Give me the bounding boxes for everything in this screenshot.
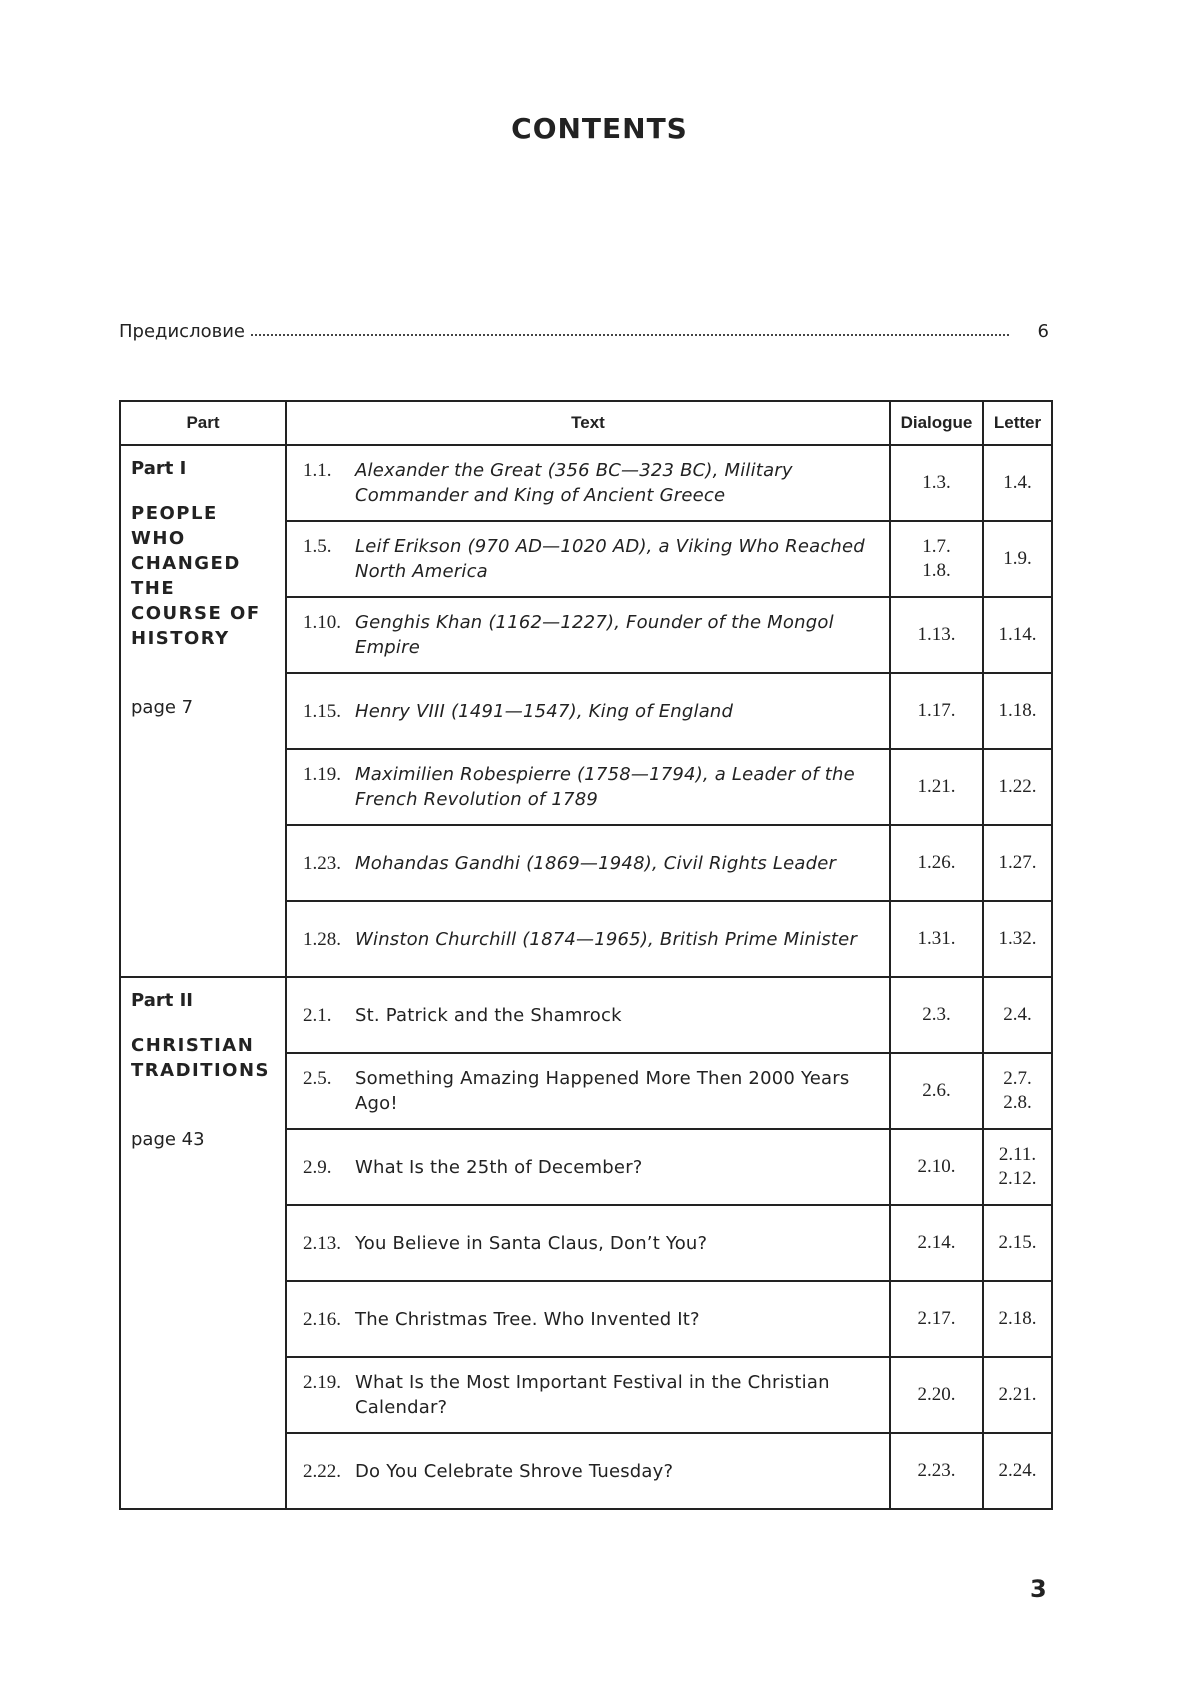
entry-line [303,610,879,660]
dialogue-cell [890,1053,983,1129]
dialogue-number: 2.23. [917,1460,956,1481]
entry-title: Leif Erikson (970 AD—1020 AD), a Viking Who Reached North America [355,536,865,582]
entry-number: 2.13. [303,1232,341,1254]
contents-table [119,400,1053,1510]
entry-number: 2.19. [303,1372,341,1393]
entry-line [303,1370,879,1420]
entry-number: 1.10. [303,612,341,633]
letter-number: 2.18. [998,1308,1037,1329]
entry-title: Alexander the Great (356 BC—323 BC), Military Commander and King of Ancient Greece [355,460,793,506]
dialogue-number: 1.26. [917,852,956,873]
letter-cell [983,749,1052,825]
letter-number: 1.18. [998,700,1037,721]
letter-number: 2.21. [998,1384,1037,1405]
dialogue-number: 2.6. [922,1080,951,1101]
entry-cell [286,1053,890,1129]
dialogue-number: 1.13. [917,624,956,645]
dialogue-cell [890,749,983,825]
entry-line [303,927,879,952]
letter-cell [983,977,1052,1053]
entry-cell [286,1433,890,1509]
entry-title: Winston Churchill (1874—1965), British Prime Minister [355,928,858,950]
header-part: Part [120,401,286,445]
letter-number: 1.32. [998,928,1037,949]
entry-line [303,458,879,508]
header-dialogue: Dialogue [890,401,983,445]
letter-number: 1.9. [1003,548,1032,569]
dialogue-number: 2.10. [917,1156,956,1177]
header-letter: Letter [983,401,1052,445]
letter-cell [983,445,1052,521]
page-title: CONTENTS [511,112,688,145]
entry-cell [286,673,890,749]
dialogue-cell [890,673,983,749]
entry-title: St. Patrick and the Shamrock [355,1004,622,1026]
dialogue-cell [890,1205,983,1281]
dialogue-cell [890,977,983,1053]
dialogue-number: 1.21. [917,776,956,797]
letter-cell [983,1129,1052,1205]
table-header-row [120,401,1052,445]
letter-number: 1.14. [998,624,1037,645]
letter-cell [983,521,1052,597]
entry-title: You Believe in Santa Claus, Don’t You? [355,1232,708,1254]
entry-title: Maximilien Robespierre (1758—1794), a Leader of the French Revolution of 1789 [355,764,855,810]
entry-title: What Is the Most Important Festival in the Christian Calendar? [355,1372,830,1418]
entry-title: The Christmas Tree. Who Invented It? [355,1308,700,1330]
entry-title: Henry VIII (1491—1547), King of England [355,700,734,722]
entry-title: What Is the 25th of December? [355,1156,643,1178]
dialogue-number: 1.7. 1.8. [922,536,951,581]
letter-cell [983,1205,1052,1281]
letter-cell [983,1281,1052,1357]
entry-cell [286,597,890,673]
entry-line [303,1459,879,1484]
entry-number: 2.5. [303,1068,332,1089]
preface-label: Предисловие [119,321,245,342]
letter-cell [983,1357,1052,1433]
dialogue-cell [890,521,983,597]
entry-line [303,534,879,584]
entry-line [303,1066,879,1116]
entry-line [303,851,879,876]
dialogue-cell [890,825,983,901]
dialogue-cell [890,597,983,673]
letter-number: 2.24. [998,1460,1037,1481]
entry-cell [286,445,890,521]
preface-line [119,312,1049,342]
entry-cell [286,977,890,1053]
entry-number: 1.19. [303,764,341,785]
part-start-page: page 7 [131,697,194,718]
entry-number: 1.5. [303,536,332,557]
part-subtitle: CHRISTIAN TRADITIONS [131,1035,271,1081]
dialogue-number: 2.17. [917,1308,956,1329]
dialogue-cell [890,901,983,977]
part-start-page: page 43 [131,1129,205,1150]
entry-cell [286,1129,890,1205]
dialogue-number: 2.20. [917,1384,956,1405]
letter-cell [983,825,1052,901]
dialogue-number: 2.14. [917,1232,956,1253]
part-subtitle: PEOPLE WHO CHANGED THE COURSE OF HISTORY [131,503,261,649]
entry-cell [286,521,890,597]
page-number: 3 [1030,1575,1047,1603]
entry-title: Mohandas Gandhi (1869—1948), Civil Rights Leader [355,852,837,874]
entry-number: 1.28. [303,928,341,950]
entry-line [303,1155,879,1180]
part-label: Part II [131,990,193,1011]
part-cell [120,977,286,1509]
preface-page: 6 [1037,321,1049,342]
entry-number: 1.1. [303,460,332,481]
entry-title: Do You Celebrate Shrove Tuesday? [355,1460,674,1482]
letter-number: 2.4. [1003,1004,1032,1025]
dialogue-number: 1.17. [917,700,956,721]
entry-line [303,1003,879,1028]
dialogue-number: 1.31. [917,928,956,949]
entry-line [303,1231,879,1256]
entry-line [303,1307,879,1332]
dialogue-cell [890,1129,983,1205]
table-body [120,445,1052,1509]
entry-title: Something Amazing Happened More Then 2000 Years Ago! [355,1068,850,1114]
entry-number: 1.23. [303,852,341,874]
entry-cell [286,825,890,901]
entry-number: 2.22. [303,1460,341,1482]
entry-number: 2.1. [303,1004,332,1026]
dialogue-cell [890,1281,983,1357]
entry-line [303,762,879,812]
entry-cell [286,1281,890,1357]
entry-cell [286,749,890,825]
entry-title: Genghis Khan (1162—1227), Founder of the Mongol Empire [355,612,834,658]
entry-cell [286,1357,890,1433]
letter-cell [983,1053,1052,1129]
dialogue-number: 1.3. [922,472,951,493]
letter-number: 2.7. 2.8. [1003,1068,1032,1113]
part-cell [120,445,286,977]
letter-cell [983,1433,1052,1509]
entry-line [303,699,879,724]
entry-number: 2.16. [303,1308,341,1330]
letter-cell [983,901,1052,977]
dialogue-cell [890,1433,983,1509]
entry-number: 2.9. [303,1156,332,1178]
letter-number: 1.4. [1003,472,1032,493]
header-text: Text [286,401,890,445]
letter-cell [983,597,1052,673]
letter-cell [983,673,1052,749]
table-row [120,977,1052,1053]
letter-number: 2.15. [998,1232,1037,1253]
entry-cell [286,901,890,977]
table-row [120,445,1052,521]
dialogue-cell [890,1357,983,1433]
dialogue-number: 2.3. [922,1004,951,1025]
letter-number: 2.11. 2.12. [998,1144,1037,1189]
entry-number: 1.15. [303,700,341,722]
letter-number: 1.27. [998,852,1037,873]
part-label: Part I [131,458,187,479]
letter-number: 1.22. [998,776,1037,797]
entry-cell [286,1205,890,1281]
dot-leader [251,334,1009,336]
dialogue-cell [890,445,983,521]
